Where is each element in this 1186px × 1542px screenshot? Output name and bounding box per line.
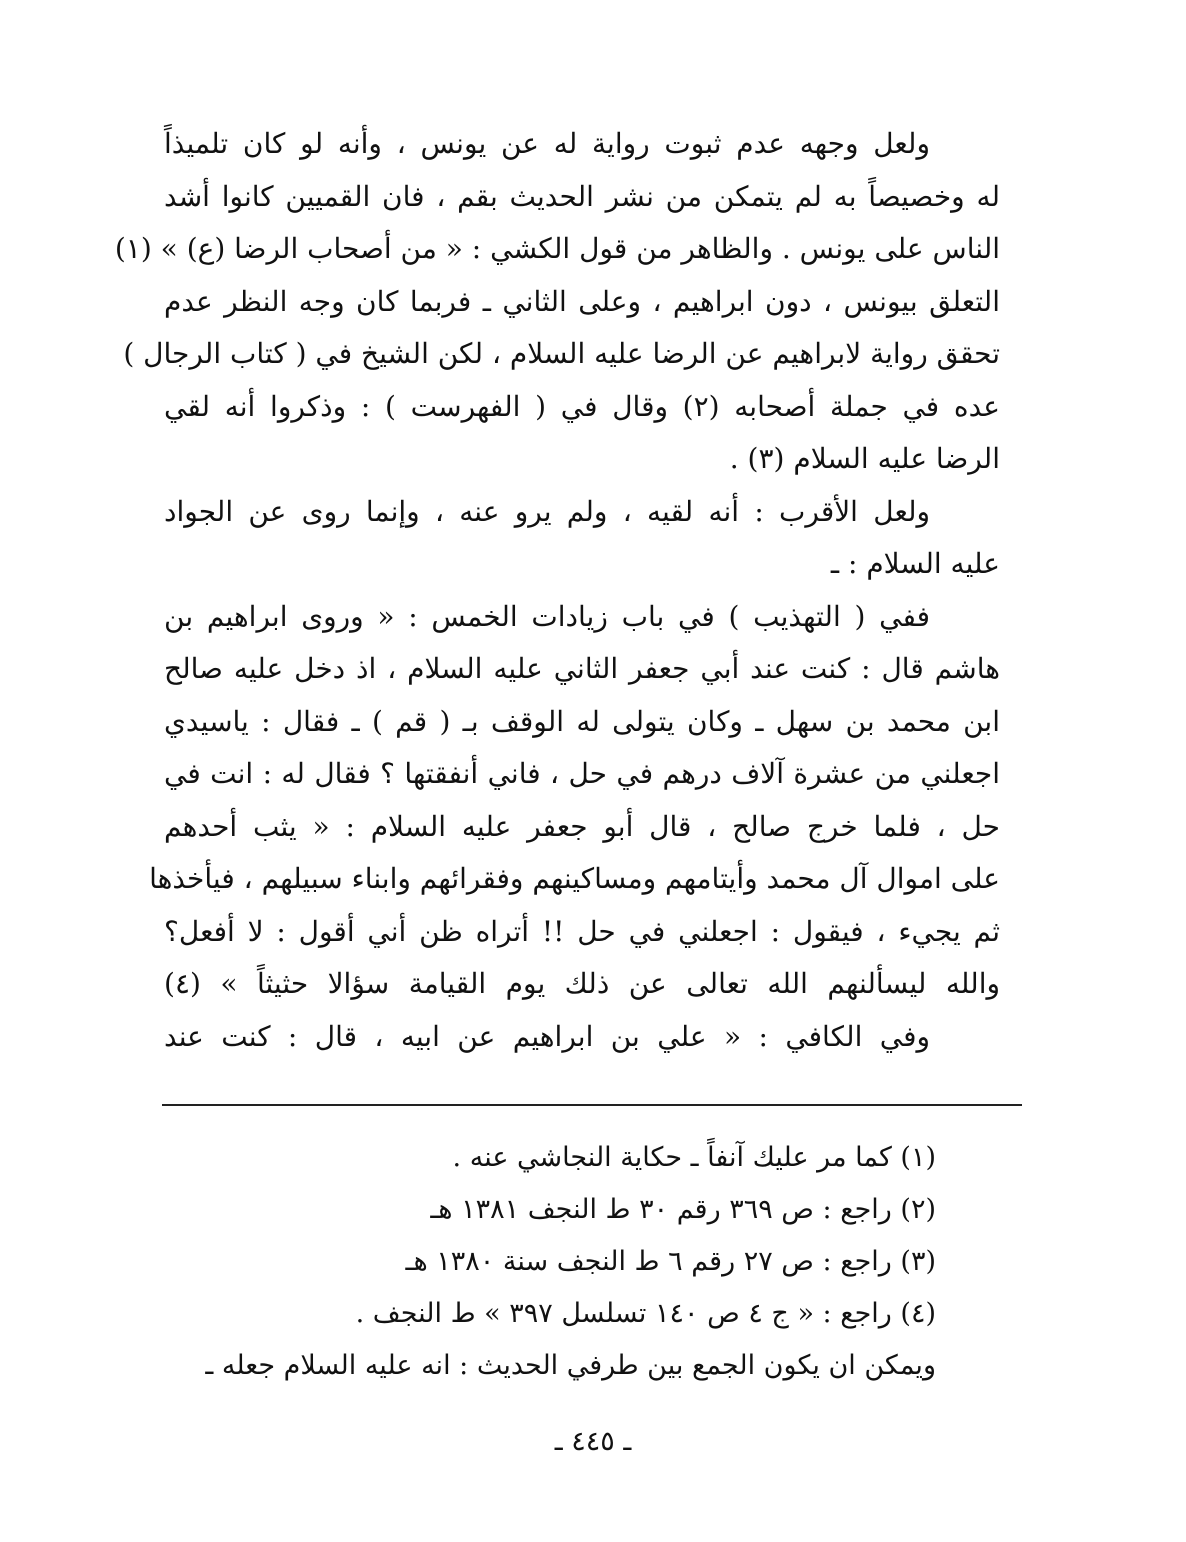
text-line: حل ، فلما خرج صالح ، قال أبو جعفر عليه السلام : « يثب أحدهم [164,809,1000,843]
text-line: والله ليسألنهم الله تعالى عن ذلك يوم القيامة سؤالا حثيثاً » (٤) [164,967,1000,1000]
page-number: ـ ٤٤٥ ـ [554,1426,632,1457]
footnote-3: (٣) راجع : ص ٢٧ رقم ٦ ط النجف سنة ١٣٨٠ هـ [405,1246,936,1277]
footnote-4: (٤) راجع : « ج ٤ ص ١٤٠ تسلسل ٣٩٧ » ط النجف . [355,1298,936,1329]
text-line: ولعل وجهه عدم ثبوت رواية له عن يونس ، وأنه لو كان تلميذاً [164,127,930,160]
text-line: التعلق بيونس ، دون ابراهيم ، وعلى الثاني ـ فربما كان وجه النظر عدم [164,284,1000,318]
text-line: الرضا عليه السلام (٣) . [729,442,1000,475]
footnote-1: (١) كما مر عليك آنفاً ـ حكاية النجاشي عنه . [452,1142,936,1173]
text-line: اجعلني من عشرة آلاف درهم في حل ، فاني أنفقتها ؟ فقال له : انت في [164,757,1000,790]
text-line: ابن محمد بن سهل ـ وكان يتولى له الوقف بـ ( قم ) ـ فقال : ياسيدي [164,704,1000,738]
footnote-2: (٢) راجع : ص ٣٦٩ رقم ٣٠ ط النجف ١٣٨١ هـ [430,1194,936,1225]
footnote-separator [162,1104,1022,1106]
text-line: تحقق رواية لابراهيم عن الرضا عليه السلام ، لكن الشيخ في ( كتاب الرجال ) [123,337,1000,370]
main-text [114,118,1000,1063]
footnotes [206,1132,936,1392]
text-line: الناس على يونس . والظاهر من قول الكشي : « من أصحاب الرضا (ع) » (١) [114,232,1000,265]
text-line: ولعل الأقرب : أنه لقيه ، ولم يرو عنه ، وإنما روى عن الجواد [164,494,930,528]
text-line: ثم يجيء ، فيقول : اجعلني في حل !! أتراه ظن أني أقول : لا أفعل؟ [164,914,1000,948]
footnote-continuation: ويمكن ان يكون الجمع بين طرفي الحديث : انه عليه السلام جعله ـ [205,1350,936,1381]
text-line: ففي ( التهذيب ) في باب زيادات الخمس : « وروى ابراهيم بن [164,599,930,633]
text-line: له وخصيصاً به لم يتمكن من نشر الحديث بقم ، فان القميين كانوا أشد [164,179,1000,213]
text-line: هاشم قال : كنت عند أبي جعفر الثاني عليه السلام ، اذ دخل عليه صالح [164,652,1000,685]
text-line: عليه السلام : ـ [830,547,1000,580]
text-line: عده في جملة أصحابه (٢) وقال في ( الفهرست ) : وذكروا أنه لقي [164,389,1000,423]
text-line: وفي الكافي : « علي بن ابراهيم عن ابيه ، قال : كنت عند [164,1019,930,1053]
text-line: على اموال آل محمد وأيتامهم ومساكينهم وفقرائهم وابناء سبيلهم ، فيأخذها [149,862,1000,895]
